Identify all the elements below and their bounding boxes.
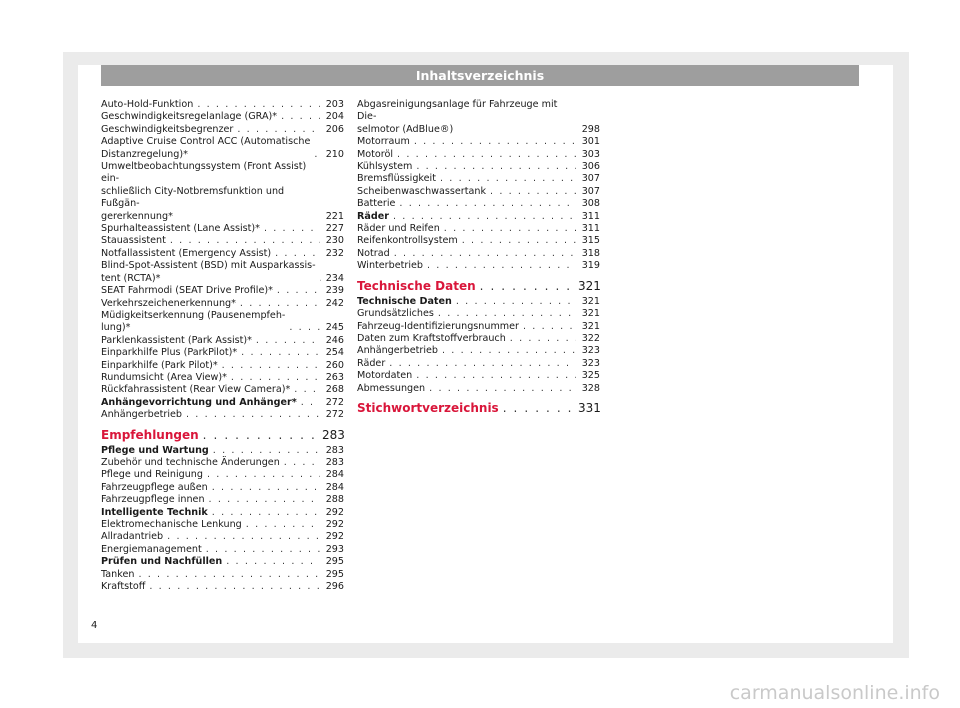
toc-page-number: 328 [581,382,600,394]
dot-leader [275,248,320,260]
toc-entry[interactable] [101,469,344,481]
toc-entry[interactable] [101,531,344,543]
toc-page-number: 293 [325,543,344,555]
toc-entry-title: Anhängevorrichtung und Anhänger* [101,396,297,408]
toc-entry-title: Energiemanagement [101,543,202,555]
dot-leader [167,531,320,543]
dot-leader [226,556,320,568]
toc-page-number: 323 [581,345,600,357]
toc-entry[interactable] [101,581,344,593]
toc-entry-title: Anhängerbetrieb [101,409,182,421]
toc-page-number: 308 [581,198,600,210]
toc-page-number: 315 [581,235,600,247]
toc-entry[interactable] [101,556,344,568]
dot-leader [277,285,320,297]
toc-page-number: 268 [325,384,344,396]
toc-entry-title: Abgasreinigungsanlage für Fahrzeuge mit Die- selmotor (AdBlue®) [357,99,558,135]
toc-entry[interactable] [101,285,344,297]
toc-page-number: 206 [325,123,344,135]
toc-entry[interactable] [357,345,600,357]
dot-leader [246,519,320,531]
toc-entry[interactable] [357,173,600,185]
toc-entry-title: Blind-Spot-Assistent (BSD) mit Ausparkassis- tent (RCTA)* [101,260,316,284]
toc-entry-title: Notfallassistent (Emergency Assist) [101,247,272,259]
toc-entry-title: Geschwindigkeitsbegrenzer [101,123,234,135]
toc-page-number: 319 [581,260,600,272]
toc-entry-title: Pflege und Wartung [101,444,209,456]
toc-entry[interactable] [101,569,344,581]
watermark: carmanualsonline.info [729,682,940,704]
toc-entry[interactable] [101,409,344,421]
toc-entry-title: SEAT Fahrmodi (SEAT Drive Profile)* [101,285,273,297]
toc-page-number: 292 [325,531,344,543]
toc-entry[interactable] [101,397,344,409]
dot-leader [207,469,320,481]
toc-page-number: 284 [325,469,344,481]
dot-leader [241,347,320,359]
toc-page-number: 221 [325,210,344,222]
toc-page-number: 272 [325,396,344,408]
dot-leader [440,173,576,185]
toc-section-heading[interactable] [357,278,600,294]
dot-leader [480,278,576,294]
toc-page-number: 245 [325,322,344,334]
dot-leader [456,296,576,308]
toc-page-number: 321 [581,308,600,320]
toc-page-number: 242 [325,297,344,309]
toc-entry[interactable] [101,384,344,396]
toc-entry[interactable] [101,161,344,223]
dot-leader [213,445,320,457]
dot-leader [414,136,576,148]
toc-entry[interactable] [101,235,344,247]
toc-page-number: 239 [325,285,344,297]
dot-leader [212,482,320,494]
dot-leader [149,581,320,593]
toc-page-number: 307 [581,185,600,197]
toc-section-heading[interactable] [101,427,344,443]
dot-leader [197,99,320,111]
toc-entry-title: Abmessungen [357,382,426,394]
toc-page-number: 311 [581,210,600,222]
toc-entry-title: Stauassistent [101,235,166,247]
toc-page-number: 295 [325,568,344,580]
toc-entry-title: Verkehrszeichenerkennung* [101,297,236,309]
toc-page-number: 331 [578,400,601,415]
toc-entry-title: Notrad [357,247,390,259]
toc-page-number: 234 [325,272,344,284]
toc-entry[interactable] [101,124,344,136]
toc-entry[interactable] [101,248,344,260]
dot-leader [212,507,320,519]
toc-entry-title: Motorraum [357,136,410,148]
toc-entry[interactable] [101,298,344,310]
toc-entry-title: Scheibenwaschwassertank [357,185,487,197]
toc-entry[interactable] [101,335,344,347]
toc-page-number: 311 [581,223,600,235]
toc-page-number: 246 [325,334,344,346]
toc-entry-title: Räder [357,210,389,222]
toc-entry-title: Müdigkeitserkennung (Pausenempfeh- lung)* [101,309,286,334]
toc-page-number: 306 [581,161,600,173]
toc-entry-title: Parklenkassistent (Park Assist)* [101,334,252,346]
toc-entry-title: Einparkhilfe Plus (ParkPilot)* [101,347,238,359]
dot-leader [284,457,320,469]
toc-entry-title: Pflege und Reinigung [101,469,203,481]
dot-leader [294,384,320,396]
toc-entry[interactable] [101,519,344,531]
dot-leader [397,149,576,161]
toc-entry-title: Technische Daten [357,278,476,293]
toc-entry[interactable] [101,223,344,235]
toc-page-number: 296 [325,581,344,593]
toc-entry[interactable] [357,161,600,173]
dot-leader [170,235,320,247]
toc-entry-title: Rückfahrassistent (Rear View Camera)* [101,384,291,396]
toc-entry[interactable] [101,310,344,335]
dot-leader [442,345,576,357]
toc-page-number: 210 [325,148,344,160]
toc-entry-title: Motordaten [357,370,413,382]
toc-page-number: 321 [581,295,600,307]
toc-entry-title: Fahrzeugpflege außen [101,481,208,493]
toc-page-number: 301 [581,136,600,148]
toc-page-number: 321 [581,320,600,332]
toc-page-number: 322 [581,332,600,344]
toc-entry-title: Winterbetrieb [357,260,423,272]
dot-leader [416,370,576,382]
toc-entry[interactable] [357,211,600,223]
dot-leader [281,111,320,123]
toc-entry[interactable] [357,383,600,395]
toc-page-number: 227 [325,223,344,235]
toc-entry-title: Räder und Reifen [357,223,440,235]
toc-page-number: 204 [325,111,344,123]
toc-entry[interactable] [101,482,344,494]
toc-page-number: 230 [325,235,344,247]
dot-leader [523,321,576,333]
toc-page-number: 292 [325,506,344,518]
toc-page-number: 283 [325,456,344,468]
toc-page-number: 298 [581,123,600,135]
toc-entry-title: Prüfen und Nachfüllen [101,556,223,568]
toc-entry-title: Stichwortverzeichnis [357,400,499,415]
page-title: Inhaltsverzeichnis [101,65,859,86]
dot-leader [416,161,576,173]
dot-leader [186,409,320,421]
toc-entry-title: Räder [357,357,386,369]
toc-entry-title: Empfehlungen [101,427,199,442]
toc-entry-title: Technische Daten [357,295,452,307]
dot-leader [427,260,576,272]
dot-leader [264,223,320,235]
toc-page-number: 295 [325,556,344,568]
toc-entry[interactable] [101,360,344,372]
toc-entry[interactable] [357,136,600,148]
dot-leader [222,360,320,372]
dot-leader [231,372,320,384]
dot-leader [394,248,576,260]
toc-entry-title: Anhängerbetrieb [357,345,438,357]
dot-leader [438,308,576,320]
toc-entry-title: Motoröl [357,148,394,160]
toc-entry-title: Umweltbeobachtungssystem (Front Assist) ein- schließlich City-Notbremsfunktion und Fußgän- gererkennung* [101,161,307,222]
toc-entry[interactable] [101,457,344,469]
toc-entry-title: Reifenkontrollsystem [357,235,458,247]
toc-entry-title: Geschwindigkeitsregelanlage (GRA)* [101,111,278,123]
toc-entry-title: Intelligente Technik [101,506,208,518]
toc-entry[interactable] [357,248,600,260]
toc-page-number: 292 [325,519,344,530]
dot-leader [462,235,576,247]
toc-page-number: 203 [325,99,344,110]
toc-entry[interactable] [101,494,344,506]
toc-entry-title: Adaptive Cruise Control ACC (Automatische Distanzregelung)* [101,136,311,160]
toc-left-column [101,99,344,593]
toc-entry[interactable] [101,507,344,519]
dot-leader [289,322,320,334]
toc-page-number: 260 [325,359,344,371]
toc-entry[interactable] [101,372,344,384]
page-number: 4 [91,620,98,631]
toc-entry[interactable] [101,99,344,111]
dot-leader [389,358,576,370]
toc-entry-title: Elektromechanische Lenkung [101,519,242,530]
toc-page-number: 303 [581,148,600,160]
toc-right-column [357,99,600,418]
dot-leader [206,544,320,556]
toc-entry[interactable] [357,149,600,161]
toc-page-number: 325 [581,370,600,382]
toc-page-number: 288 [325,494,344,506]
toc-page-number: 284 [325,481,344,493]
toc-entry[interactable] [357,308,600,320]
toc-entry[interactable] [357,370,600,382]
toc-entry[interactable] [357,99,600,136]
toc-entry-title: Allradantrieb [101,531,164,543]
dot-leader [490,186,576,198]
toc-entry[interactable] [101,347,344,359]
toc-entry-title: Fahrzeug-Identifizierungsnummer [357,320,519,332]
toc-section-heading[interactable] [357,400,600,416]
toc-page-number: 232 [325,247,344,259]
toc-page-number: 263 [325,371,344,383]
toc-entry[interactable] [357,235,600,247]
toc-entry[interactable] [357,260,600,272]
toc-page-number: 283 [322,427,345,442]
dot-leader [203,427,320,443]
toc-entry[interactable] [101,544,344,556]
toc-entry-title: Einparkhilfe (Park Pilot)* [101,359,218,371]
toc-page-number: 283 [325,444,344,456]
toc-entry-title: Daten zum Kraftstoffverbrauch [357,332,506,344]
toc-entry[interactable] [357,198,600,210]
dot-leader [444,223,576,235]
toc-entry[interactable] [357,296,600,308]
toc-page-number: 307 [581,173,600,185]
toc-entry[interactable] [357,186,600,198]
toc-entry-title: Fahrzeugpflege innen [101,494,205,506]
toc-entry-title: Rundumsicht (Area View)* [101,371,227,383]
dot-leader [138,569,320,581]
toc-entry[interactable] [101,136,344,161]
dot-leader [399,198,576,210]
toc-entry-title: Bremsflüssigkeit [357,173,436,185]
toc-page-number: 272 [325,409,344,421]
dot-leader [209,494,320,506]
toc-entry[interactable] [357,358,600,370]
toc-page-number: 254 [325,347,344,359]
toc-page-number: 318 [581,247,600,259]
toc-entry-title: Batterie [357,198,396,210]
toc-entry-title: Kraftstoff [101,581,146,593]
toc-entry[interactable] [357,223,600,235]
dot-leader [237,124,320,136]
toc-entry-title: Tanken [101,568,135,580]
dot-leader [393,211,576,223]
toc-entry[interactable] [101,445,344,457]
dot-leader [503,400,576,416]
toc-entry[interactable] [101,260,344,285]
dot-leader [301,397,320,409]
dot-leader [314,149,320,161]
toc-entry[interactable] [357,333,600,345]
toc-entry-title: Auto-Hold-Funktion [101,99,194,110]
toc-entry-title: Zubehör und technische Änderungen [101,456,280,468]
toc-entry[interactable] [101,111,344,123]
toc-page-number: 323 [581,357,600,369]
dot-leader [240,298,320,310]
toc-page-number: 321 [578,278,601,293]
toc-entry-title: Spurhalteassistent (Lane Assist)* [101,223,260,235]
toc-entry-title: Grundsätzliches [357,308,434,320]
dot-leader [429,383,576,395]
dot-leader [256,335,320,347]
dot-leader [510,333,576,345]
toc-entry-title: Kühlsystem [357,161,413,173]
toc-entry[interactable] [357,321,600,333]
